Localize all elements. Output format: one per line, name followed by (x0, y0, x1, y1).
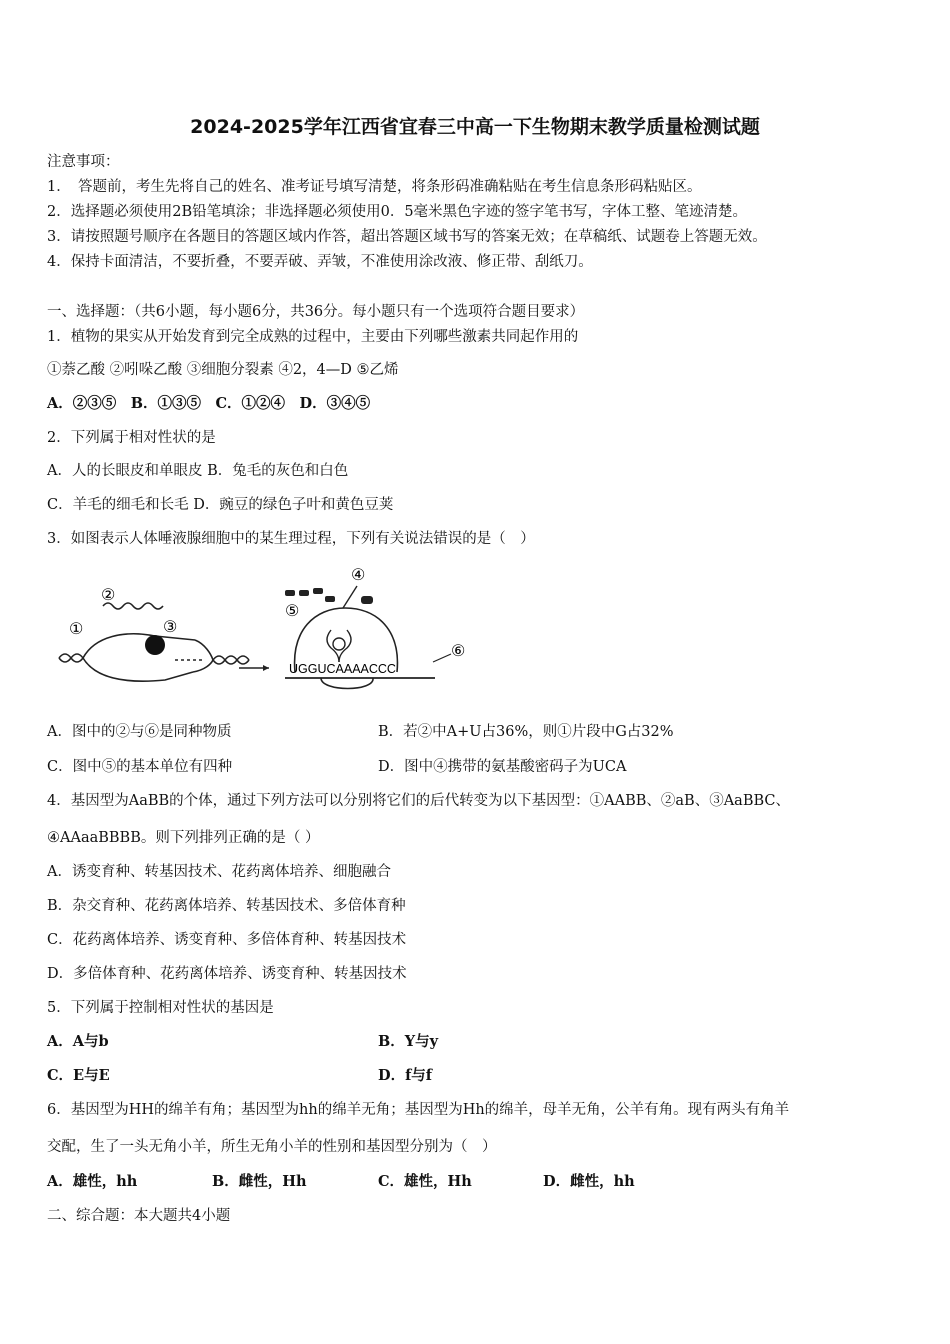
notice-item-1: 1． 答题前，考生先将自己的姓名、准考证号填写清楚，将条形码准确粘贴在考生信息条形码粘贴区。 (47, 179, 702, 195)
q5-option-a: A．A与b (47, 1033, 109, 1050)
q4-option-d: D．多倍体育种、花药离体培养、诱变育种、转基因技术 (47, 966, 407, 982)
page-title: 2024-2025学年江西省宜春三中高一下生物期末教学质量检测试题 (190, 116, 760, 138)
notice-item-4: 4．保持卡面清洁，不要折叠，不要弄破、弄皱，不准使用涂改液、修正带、刮纸刀。 (47, 254, 593, 270)
q6-option-c: C．雄性，Hh (378, 1173, 472, 1190)
q3-option-c: C．图中⑤的基本单位有四种 (47, 759, 233, 775)
q6-option-d: D．雌性，hh (543, 1173, 635, 1190)
label-4: ④ (351, 565, 366, 584)
notice-item-2: 2．选择题必须使用2B铅笔填涂；非选择题必须使用0．5毫米黑色字迹的签字笔书写，字体工整、笔迹清楚。 (47, 204, 748, 220)
label-3: ③ (163, 617, 178, 636)
q5-stem: 5．下列属于控制相对性状的基因是 (47, 1000, 274, 1016)
q1-options: A．②③⑤ B．①③⑤ C．①②④ D．③④⑤ (47, 395, 371, 412)
notice-heading: 注意事项： (47, 154, 120, 170)
q5-option-d: D．f与f (378, 1067, 433, 1084)
label-2: ② (101, 585, 116, 604)
q2-options-cd: C．羊毛的细毛和长毛 D．豌豆的绿色子叶和黄色豆荚 (47, 497, 394, 513)
transcription-translation-figure (55, 560, 485, 690)
rna-polymerase (145, 635, 165, 655)
q6-option-b: B．雌性，Hh (212, 1173, 307, 1190)
q4-stem-line1: 4．基因型为AaBB的个体，通过下列方法可以分别将它们的后代转变为以下基因型：①AABB、②aB、③AaBBC、 (47, 793, 790, 809)
q1-list: ①萘乙酸 ②吲哚乙酸 ③细胞分裂素 ④2，4—D ⑤乙烯 (47, 362, 399, 378)
q6-stem-line2: 交配，生了一头无角小羊，所生无角小羊的性别和基因型分别为（ ） (47, 1139, 497, 1155)
q6-stem-line1: 6．基因型为HH的绵羊有角；基因型为hh的绵羊无角；基因型为Hh的绵羊，母羊无角，公羊有角。现有两头有角羊 (47, 1102, 790, 1118)
label-1: ① (69, 619, 84, 638)
q4-option-a: A．诱变育种、转基因技术、花药离体培养、细胞融合 (47, 864, 391, 880)
label-5: ⑤ (285, 601, 300, 620)
q4-option-c: C．花药离体培养、诱变育种、多倍体育种、转基因技术 (47, 932, 407, 948)
label-6: ⑥ (451, 641, 466, 660)
section2-heading: 二、综合题：本大题共4小题 (47, 1208, 231, 1224)
q1-stem: 1．植物的果实从开始发育到完全成熟的过程中，主要由下列哪些激素共同起作用的 (47, 329, 579, 345)
q4-stem-line2: ④AAaaBBBB。则下列排列正确的是（ ） (47, 830, 320, 846)
q4-option-b: B．杂交育种、花药离体培养、转基因技术、多倍体育种 (47, 898, 406, 914)
q3-option-d: D．图中④携带的氨基酸密码子为UCA (378, 759, 627, 775)
section1-heading: 一、选择题：（共6小题，每小题6分，共36分。每小题只有一个选项符合题目要求） (47, 304, 585, 320)
notice-item-3: 3．请按照题号顺序在各题目的答题区域内作答，超出答题区域书写的答案无效；在草稿纸、试题卷上答题无效。 (47, 229, 767, 245)
q3-stem: 3．如图表示人体唾液腺细胞中的某生理过程，下列有关说法错误的是（ ） (47, 531, 535, 547)
q5-option-b: B．Y与y (378, 1033, 439, 1050)
q2-stem: 2．下列属于相对性状的是 (47, 430, 216, 446)
q3-option-b: B．若②中A+U占36%，则①片段中G占32% (378, 724, 674, 740)
q5-option-c: C．E与E (47, 1067, 110, 1084)
q6-option-a: A．雄性，hh (47, 1173, 138, 1190)
q3-option-a: A．图中的②与⑥是同种物质 (47, 724, 232, 740)
q2-options-ab: A．人的长眼皮和单眼皮 B．兔毛的灰色和白色 (47, 463, 349, 479)
mrna-sequence: UGGUCAAAACCC (289, 662, 396, 676)
